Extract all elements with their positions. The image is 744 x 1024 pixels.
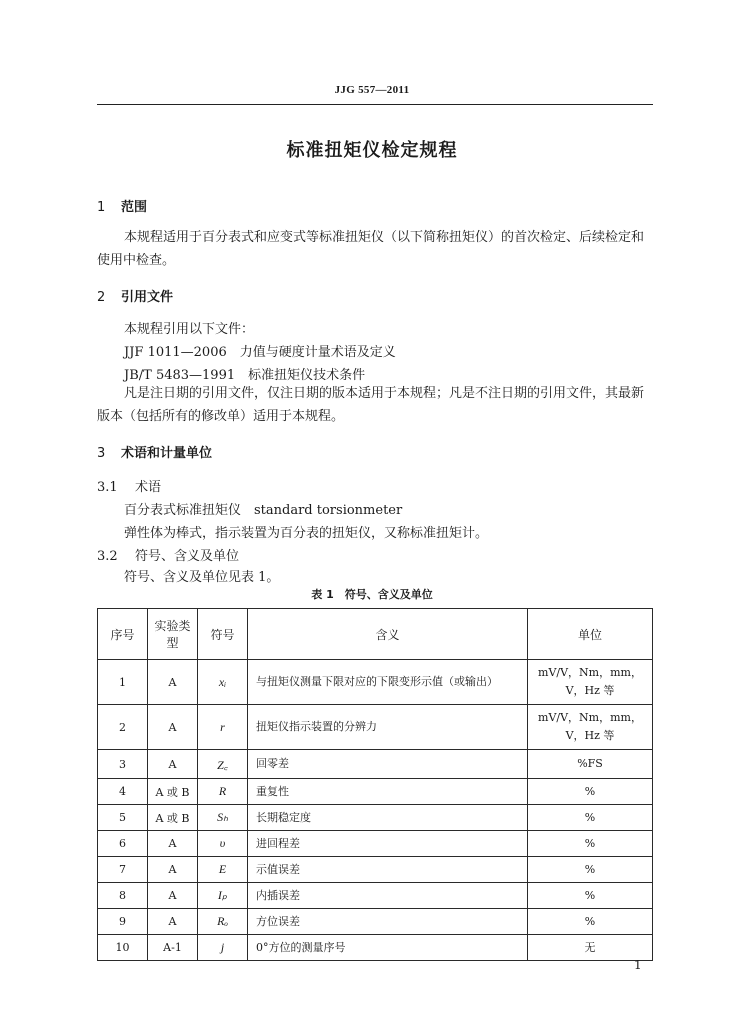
section-1-heading	[97, 196, 147, 215]
cell-meaning: 与扭矩仪测量下限对应的下限变形示值（或输出）	[248, 660, 528, 705]
section-2-intro: 本规程引用以下文件：	[124, 322, 255, 337]
table-row	[98, 660, 653, 705]
table-reference-text: 符号、含义及单位见表 1。	[124, 570, 280, 585]
reference-jbt-5483: JB/T 5483—1991 标准扭矩仪技术条件	[124, 368, 366, 383]
cell-unit: %FS	[528, 750, 653, 779]
cell-seq: 9	[98, 909, 148, 935]
cell-unit: %	[528, 857, 653, 883]
subsection-3-2-number: 3.2	[97, 549, 118, 564]
cell-meaning: 回零差	[248, 750, 528, 779]
cell-unit: mV/V，Nm，mm，V，Hz 等	[528, 660, 653, 705]
cell-unit: %	[528, 831, 653, 857]
cell-meaning: 示值误差	[248, 857, 528, 883]
table-row	[98, 857, 653, 883]
cell-seq: 6	[98, 831, 148, 857]
cell-meaning: 进回程差	[248, 831, 528, 857]
cell-symbol: xᵢ	[198, 660, 248, 705]
section-2-title: 引用文件	[121, 290, 174, 305]
header-type: 实验类型	[148, 609, 198, 660]
cell-seq: 8	[98, 883, 148, 909]
table-header-row	[98, 609, 653, 660]
cell-meaning: 重复性	[248, 779, 528, 805]
cell-seq: 3	[98, 750, 148, 779]
cell-seq: 1	[98, 660, 148, 705]
subsection-3-1-title: 术语	[135, 480, 162, 495]
cell-symbol: E	[198, 857, 248, 883]
section-2-heading	[97, 286, 173, 305]
table-row	[98, 805, 653, 831]
table-row	[98, 935, 653, 961]
cell-meaning: 方位误差	[248, 909, 528, 935]
cell-symbol: r	[198, 705, 248, 750]
subsection-3-2-title: 符号、含义及单位	[135, 549, 240, 564]
page-number: 1	[634, 958, 642, 972]
cell-type: A	[148, 883, 198, 909]
cell-symbol: υ	[198, 831, 248, 857]
header-seq: 序号	[98, 609, 148, 660]
table-row	[98, 831, 653, 857]
cell-type: A	[148, 750, 198, 779]
term-torsionmeter: 百分表式标准扭矩仪 standard torsionmeter	[124, 503, 403, 518]
table-row	[98, 750, 653, 779]
cell-type: A	[148, 831, 198, 857]
symbols-table	[97, 608, 653, 961]
table-row	[98, 909, 653, 935]
section-3-title: 术语和计量单位	[121, 446, 213, 461]
cell-meaning: 内插误差	[248, 883, 528, 909]
cell-unit: %	[528, 805, 653, 831]
cell-meaning: 长期稳定度	[248, 805, 528, 831]
table-caption: 表 1 符号、含义及单位	[311, 588, 433, 601]
cell-unit: 无	[528, 935, 653, 961]
cell-symbol: Iₚ	[198, 883, 248, 909]
header-meaning: 含义	[248, 609, 528, 660]
cell-symbol: Rₒ	[198, 909, 248, 935]
cell-symbol: Sₕ	[198, 805, 248, 831]
table-row	[98, 883, 653, 909]
cell-type: A-1	[148, 935, 198, 961]
subsection-3-1-heading	[97, 476, 161, 495]
header-symbol: 符号	[198, 609, 248, 660]
cell-type: A 或 B	[148, 779, 198, 805]
cell-seq: 2	[98, 705, 148, 750]
section-2-number: 2	[97, 290, 106, 305]
cell-unit: mV/V，Nm，mm，V，Hz 等	[528, 705, 653, 750]
cell-unit: %	[528, 909, 653, 935]
table-row	[98, 779, 653, 805]
section-3-heading	[97, 442, 212, 461]
cell-seq: 7	[98, 857, 148, 883]
section-2-note: 凡是注日期的引用文件，仅注日期的版本适用于本规程；凡是不注日期的引用文件，其最新版本（包括所有的修改单）适用于本规程。	[97, 386, 645, 424]
cell-meaning: 扭矩仪指示装置的分辨力	[248, 705, 528, 750]
section-3-number: 3	[97, 446, 106, 461]
term-definition: 弹性体为棒式，指示装置为百分表的扭矩仪，又称标准扭矩计。	[124, 526, 489, 541]
page-title: 标准扭矩仪检定规程	[286, 140, 458, 161]
cell-unit: %	[528, 779, 653, 805]
cell-type: A	[148, 857, 198, 883]
subsection-3-1-number: 3.1	[97, 480, 118, 495]
header-rule	[97, 104, 653, 105]
cell-type: A	[148, 909, 198, 935]
cell-symbol: Z꜀	[198, 750, 248, 779]
cell-unit: %	[528, 883, 653, 909]
subsection-3-2-heading	[97, 545, 239, 564]
header-unit: 单位	[528, 609, 653, 660]
section-1-number: 1	[97, 200, 106, 215]
cell-type: A 或 B	[148, 805, 198, 831]
section-1-paragraph: 本规程适用于百分表式和应变式等标准扭矩仪（以下简称扭矩仪）的首次检定、后续检定和使用中检查。	[97, 230, 645, 268]
section-1-title: 范围	[121, 200, 148, 215]
cell-seq: 10	[98, 935, 148, 961]
table-row	[98, 705, 653, 750]
cell-symbol: R	[198, 779, 248, 805]
cell-symbol: j	[198, 935, 248, 961]
reference-jjf-1011: JJF 1011—2006 力值与硬度计量术语及定义	[124, 345, 396, 360]
cell-meaning: 0°方位的测量序号	[248, 935, 528, 961]
document-code-header: JJG 557—2011	[334, 84, 410, 96]
cell-seq: 5	[98, 805, 148, 831]
cell-type: A	[148, 705, 198, 750]
cell-seq: 4	[98, 779, 148, 805]
cell-type: A	[148, 660, 198, 705]
